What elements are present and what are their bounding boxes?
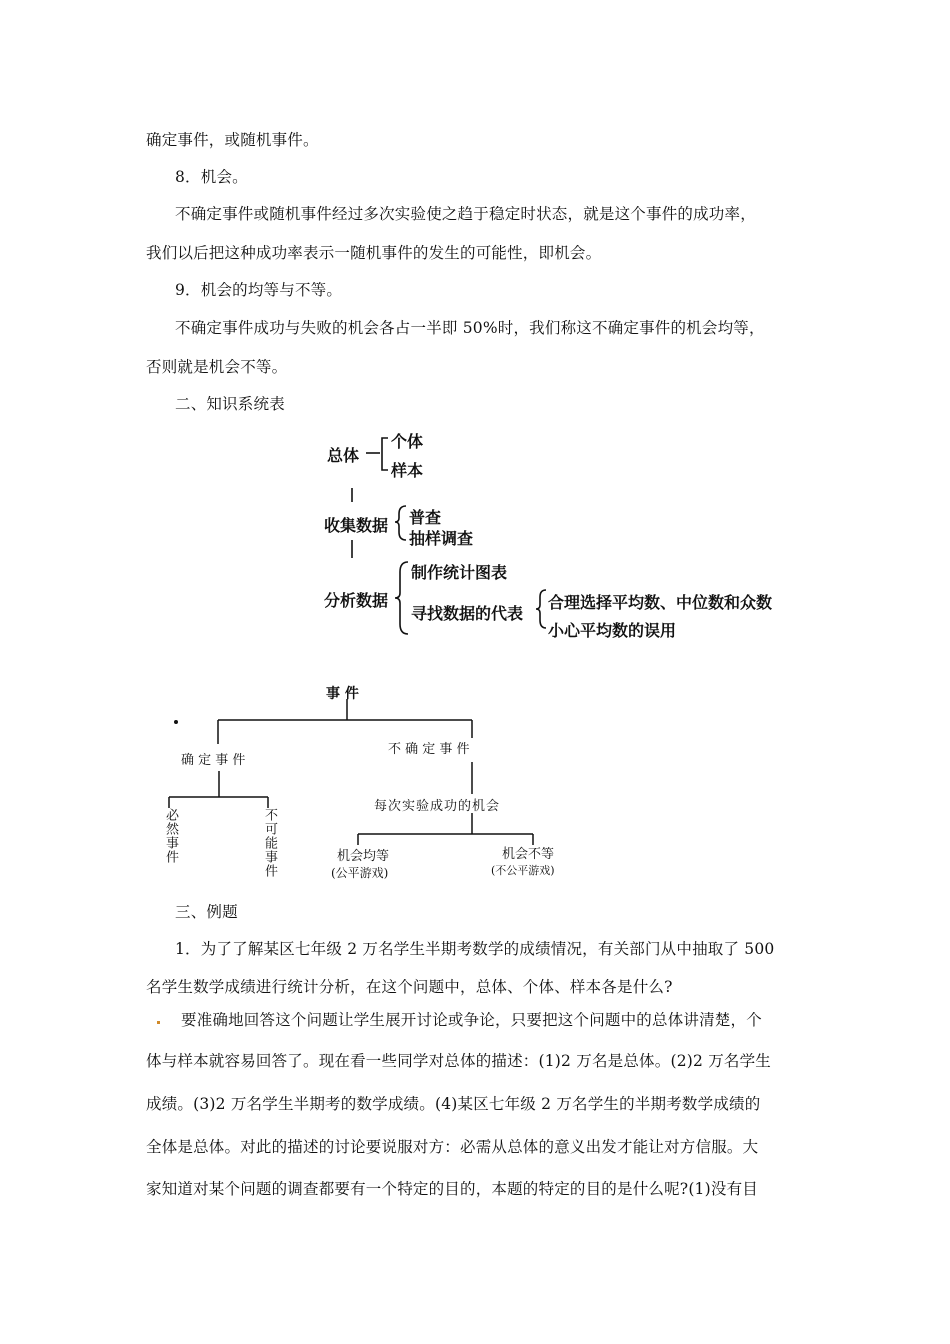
zhizuo-label: 制作统计图表 (411, 563, 508, 582)
budeng-label: 机会不等 (502, 847, 555, 862)
yangben-label: 样本 (391, 461, 424, 480)
orange-mark (157, 1021, 160, 1024)
chouyang-label: 抽样调查 (409, 529, 474, 548)
heli-label: 合理选择平均数、中位数和众数 (548, 593, 773, 612)
jundeng-label: 机会均等 (337, 849, 390, 864)
heading-9: 9．机会的均等与不等。 (175, 281, 343, 299)
bukeneng-label: 不可能事件 (262, 808, 277, 878)
answer-line5: 家知道对某个问题的调查都要有一个特定的目的，本题的特定的目的是什么呢?(1)没有目 (146, 1180, 758, 1198)
paragraph-8-line2: 我们以后把这种成功率表示一随机事件的发生的可能性，即机会。 (146, 244, 602, 262)
shijian-label: 事 件 (326, 686, 359, 702)
answer-line4: 全体是总体。对此的描述的讨论要说服对方：必需从总体的意义出发才能让对方信服。大 (146, 1138, 759, 1156)
gongping-label: (公平游戏) (331, 866, 389, 880)
section-3-heading: 三、例题 (175, 903, 238, 921)
shouji-label: 收集数据 (324, 516, 389, 535)
biran-label: 必然事件 (163, 808, 178, 864)
answer-line2: 体与样本就容易回答了。现在看一些同学对总体的描述：(1)2 万名是总体。(2)2 万名学生 (146, 1052, 771, 1070)
geti-label: 个体 (391, 432, 424, 451)
xiaoxin-label: 小心平均数的误用 (548, 621, 677, 640)
fenxi-label: 分析数据 (324, 591, 389, 610)
meici-label: 每次实验成功的机会 (374, 799, 501, 814)
heading-8: 8．机会。 (175, 168, 248, 186)
section-2-heading: 二、知识系统表 (175, 395, 285, 413)
pucha-label: 普查 (409, 508, 442, 527)
buqueding-label: 不 确 定 事 件 (388, 742, 470, 757)
paragraph-9-line1: 不确定事件成功与失败的机会各占一半即 50%时，我们称这不确定事件的机会均等， (175, 319, 765, 337)
question-1-line1: 1．为了了解某区七年级 2 万名学生半期考数学的成绩情况，有关部门从中抽取了 500 (175, 940, 775, 958)
bugongping-label: (不公平游戏) (491, 864, 555, 877)
zongti-label: 总体 (327, 446, 360, 465)
paragraph-9-line2: 否则就是机会不等。 (146, 358, 288, 376)
answer-line3: 成绩。(3)2 万名学生半期考的数学成绩。(4)某区七年级 2 万名学生的半期考数学成绩的 (146, 1095, 761, 1113)
question-1-line2: 名学生数学成绩进行统计分析，在这个问题中，总体、个体、样本各是什么? (146, 978, 673, 996)
answer-line1: 要准确地回答这个问题让学生展开讨论或争论，只要把这个问题中的总体讲清楚，个 (181, 1011, 762, 1029)
bullet-dot (174, 720, 178, 724)
text-line: 确定事件，或随机事件。 (146, 131, 319, 149)
queding-label: 确 定 事 件 (181, 753, 246, 768)
xunzhao-label: 寻找数据的代表 (411, 604, 524, 623)
paragraph-8-line1: 不确定事件或随机事件经过多次实验使之趋于稳定时状态，就是这个事件的成功率， (175, 205, 756, 223)
